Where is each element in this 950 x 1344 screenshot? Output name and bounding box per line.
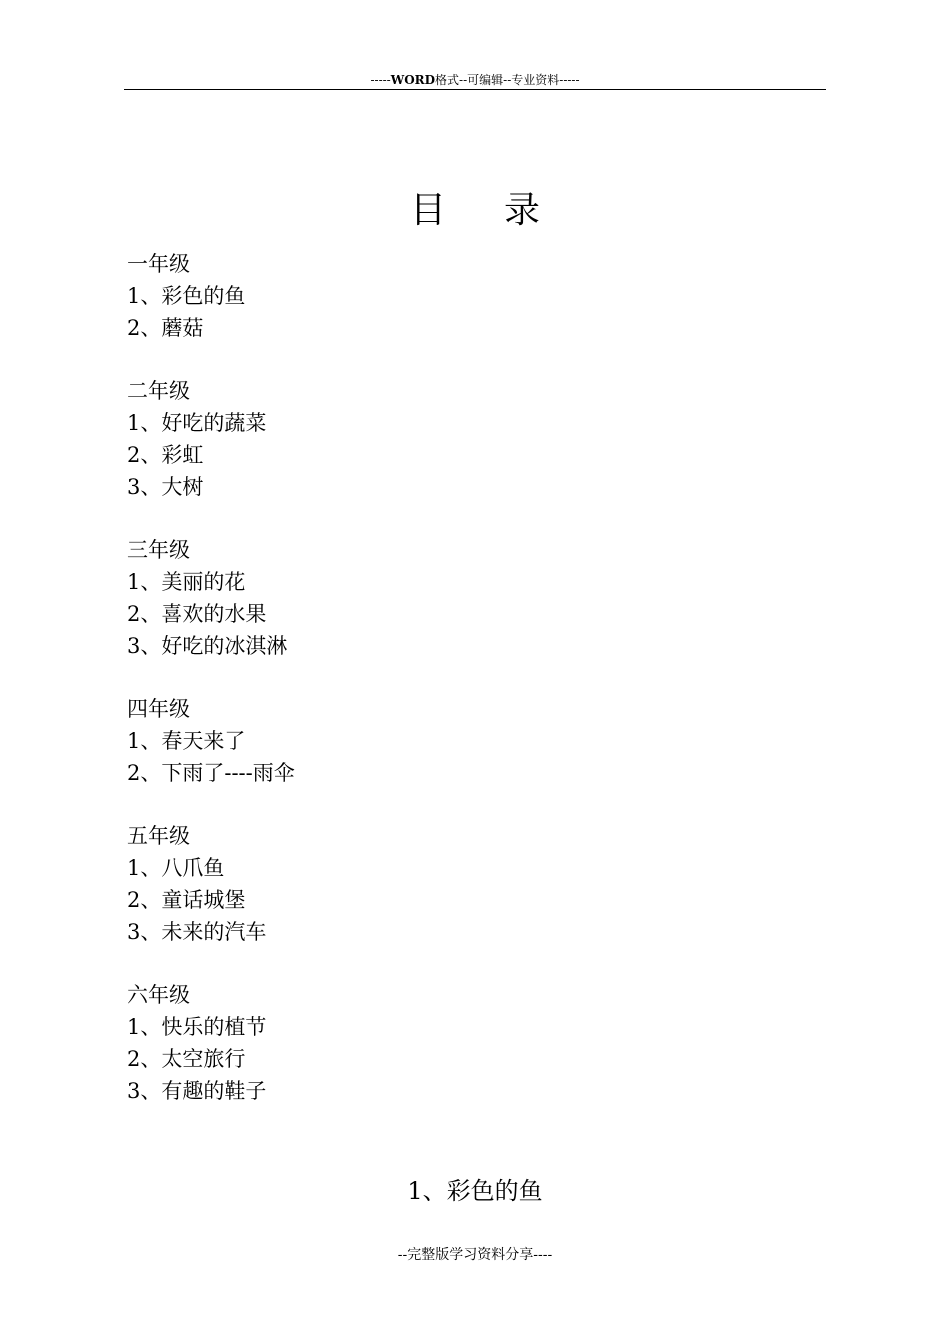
toc-item: 3、未来的汽车 xyxy=(127,920,267,944)
toc-item: 1、快乐的植节 xyxy=(127,1015,267,1039)
grade-heading: 五年级 xyxy=(127,824,190,848)
grade-heading: 一年级 xyxy=(127,252,190,276)
toc-item: 1、八爪鱼 xyxy=(127,856,225,880)
grade-group-2 xyxy=(127,375,727,503)
grade-heading: 六年级 xyxy=(127,983,190,1007)
grade-heading: 四年级 xyxy=(127,697,190,721)
header-prefix: ----- xyxy=(370,73,391,87)
header-word: WORD xyxy=(390,73,436,87)
grade-group-1 xyxy=(127,248,727,344)
toc-item: 2、喜欢的水果 xyxy=(127,602,267,626)
grade-heading: 三年级 xyxy=(127,538,190,562)
toc-item: 1、彩色的鱼 xyxy=(127,284,246,308)
toc-item: 1、春天来了 xyxy=(127,729,246,753)
grade-group-4 xyxy=(127,693,727,789)
header-rule xyxy=(124,89,826,90)
grade-group-3 xyxy=(127,534,727,662)
toc-title xyxy=(124,188,826,234)
page-footer: --完整版学习资料分享---- xyxy=(397,1247,553,1263)
grade-heading: 二年级 xyxy=(127,379,190,403)
grade-group-6 xyxy=(127,979,727,1107)
table-of-contents xyxy=(127,248,727,1138)
toc-item: 2、彩虹 xyxy=(127,443,204,467)
header-text: 格式--可编辑--专业资料----- xyxy=(435,73,580,87)
toc-item: 2、下雨了----雨伞 xyxy=(127,761,295,785)
toc-item: 2、童话城堡 xyxy=(127,888,246,912)
toc-item: 3、好吃的冰淇淋 xyxy=(127,634,288,658)
toc-item: 2、太空旅行 xyxy=(127,1047,246,1071)
page-header xyxy=(124,72,826,88)
toc-title-char-2: 录 xyxy=(504,190,541,231)
toc-item: 3、有趣的鞋子 xyxy=(127,1079,267,1103)
section-title: 1、彩色的鱼 xyxy=(407,1177,543,1205)
toc-item: 2、蘑菇 xyxy=(127,316,204,340)
toc-item: 3、大树 xyxy=(127,475,204,499)
toc-title-char-1: 目 xyxy=(409,190,446,231)
grade-group-5 xyxy=(127,820,727,948)
toc-item: 1、好吃的蔬菜 xyxy=(127,411,267,435)
toc-item: 1、美丽的花 xyxy=(127,570,246,594)
